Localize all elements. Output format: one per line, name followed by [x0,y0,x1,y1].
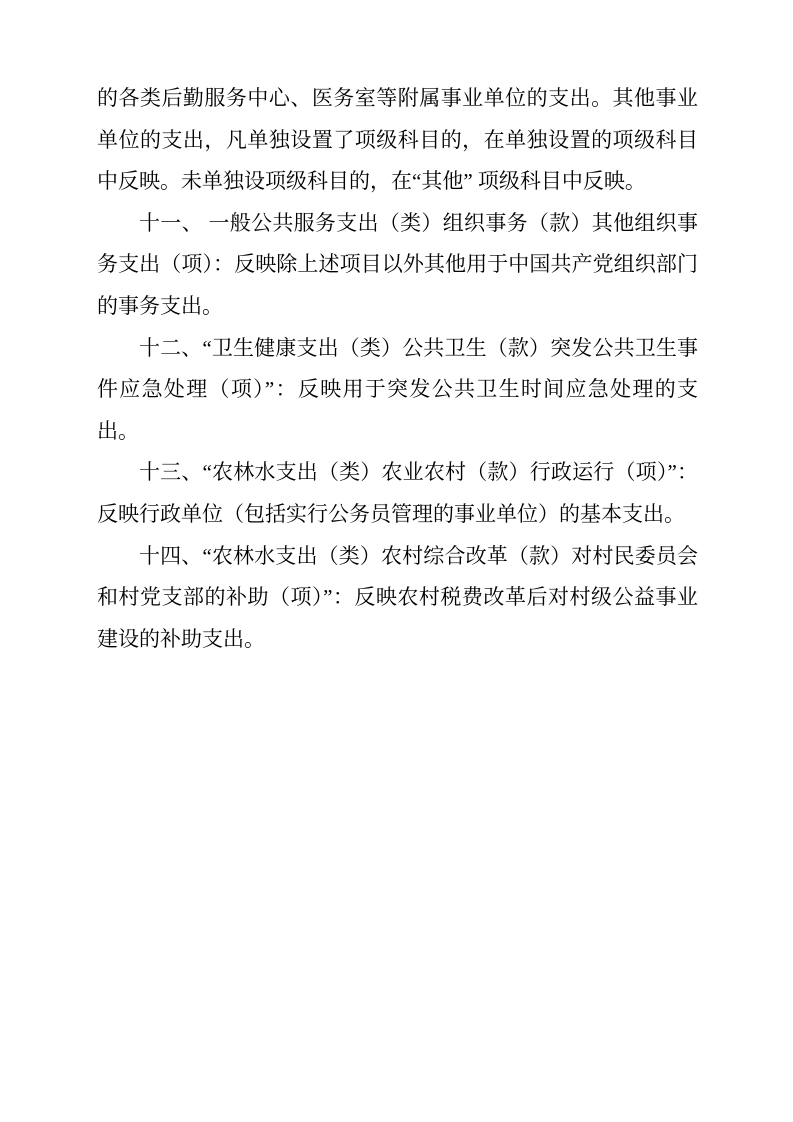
paragraph-continuation: 的各类后勤服务中心、医务室等附属事业单位的支出。其他事业单位的支出，凡单独设置了项级科目的，在单独设置的项级科目中反映。未单独设项级科目的，在“其他” 项级科目中反映。 [97,86,698,194]
paragraph-item-12: 十二、“卫生健康支出（类）公共卫生（款）突发公共卫生事件应急处理（项）”：反映用于突发公共卫生时间应急处理的支出。 [97,335,698,443]
document-body [97,78,698,660]
paragraph-item-11: 十一、 一般公共服务支出（类）组织事务（款）其他组织事务支出（项）：反映除上述项目以外其他用于中国共产党组织部门的事务支出。 [97,210,698,318]
paragraph-item-13: 十三、“农林水支出（类）农业农村（款）行政运行（项）”：反映行政单位（包括实行公务员管理的事业单位）的基本支出。 [97,460,698,526]
paragraph-item-14: 十四、“农林水支出（类）农村综合改革（款）对村民委员会和村党支部的补助（项）”：反映农村税费改革后对村级公益事业建设的补助支出。 [97,543,698,651]
